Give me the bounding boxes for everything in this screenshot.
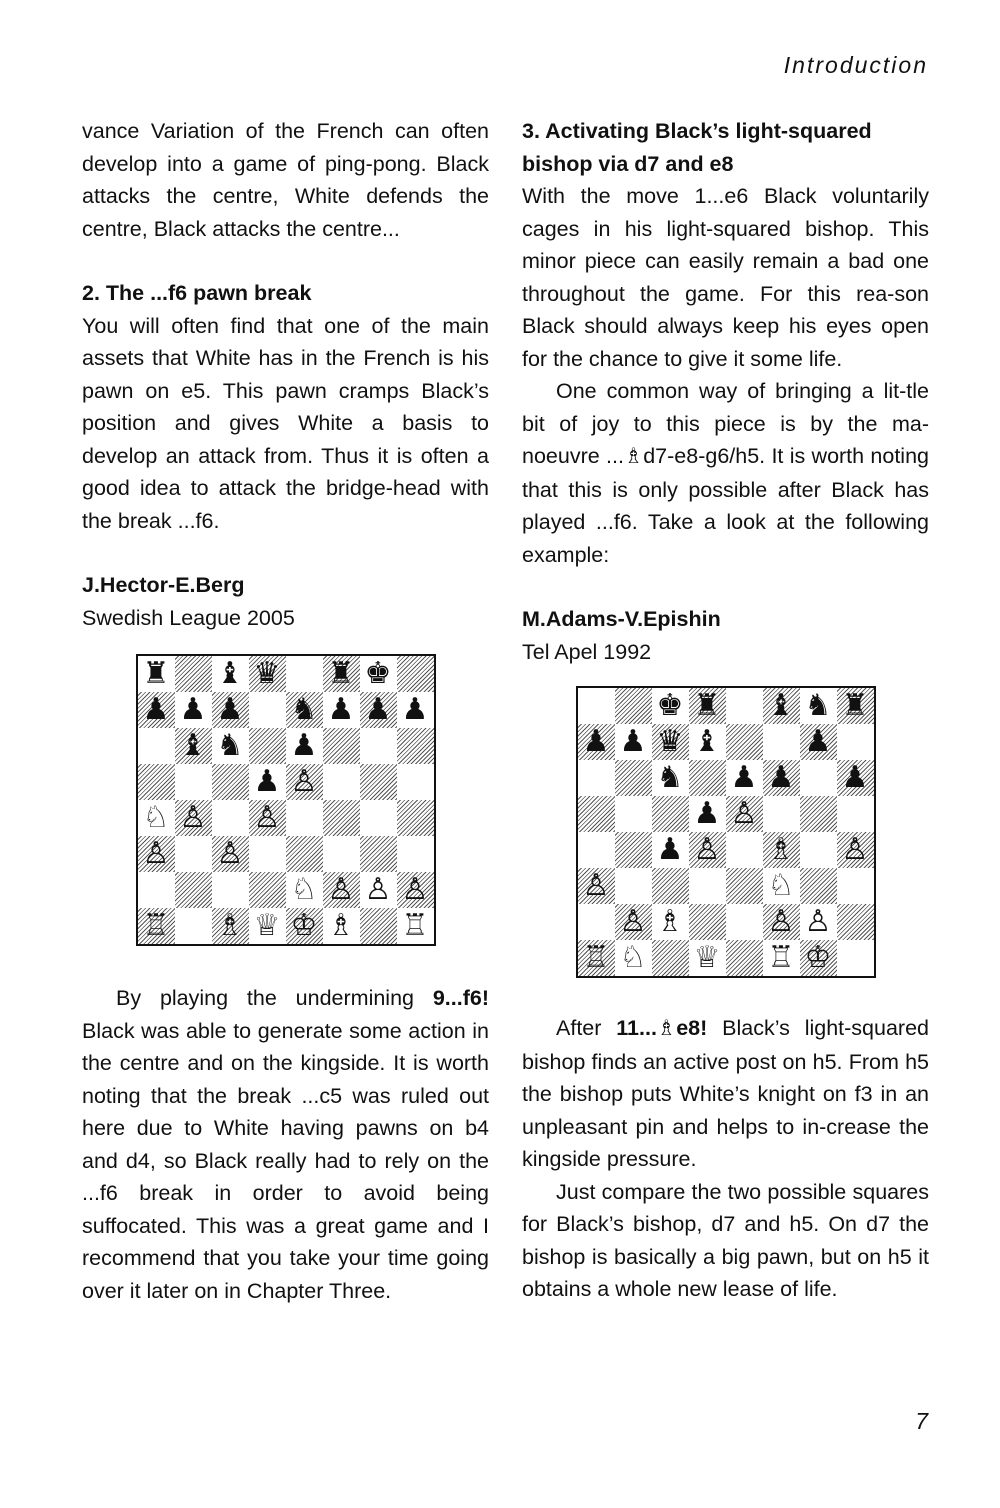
board-square	[138, 908, 175, 944]
white-knight-icon: ♘	[142, 800, 170, 835]
white-bishop-icon: ♗	[216, 908, 244, 943]
black-pawn-icon: ♟	[693, 796, 721, 831]
board-square	[323, 836, 360, 872]
board-square	[652, 760, 689, 796]
game-event: Tel Apel 1992	[522, 639, 652, 664]
board-square	[615, 796, 652, 832]
white-pawn-icon: ♙	[401, 872, 429, 907]
board-square	[286, 728, 323, 764]
board-square	[837, 796, 874, 832]
board-square	[837, 724, 874, 760]
black-knight-icon: ♞	[656, 760, 684, 795]
board-square	[175, 836, 212, 872]
white-pawn-icon: ♙	[179, 800, 207, 835]
white-pawn-icon: ♙	[841, 832, 869, 867]
board-square	[323, 872, 360, 908]
black-pawn-icon: ♟	[582, 724, 610, 759]
white-pawn-icon: ♙	[216, 836, 244, 871]
bishop-figurine-icon: ♗	[623, 444, 644, 469]
black-pawn-icon: ♟	[841, 760, 869, 795]
black-rook-icon: ♜	[327, 656, 355, 691]
bishop-figurine-icon: ♗	[656, 1016, 677, 1041]
board-square	[726, 796, 763, 832]
black-bishop-icon: ♝	[693, 724, 721, 759]
board-square	[837, 904, 874, 940]
board-square	[652, 904, 689, 940]
white-pawn-icon: ♙	[582, 868, 610, 903]
board-square	[212, 656, 249, 692]
black-pawn-icon: ♟	[804, 724, 832, 759]
running-header: Introduction	[783, 52, 928, 78]
board-square	[138, 656, 175, 692]
board-square	[175, 872, 212, 908]
board-square	[249, 836, 286, 872]
board-square	[689, 688, 726, 724]
board-square	[689, 940, 726, 976]
right-column	[522, 115, 929, 1306]
black-pawn-icon: ♟	[364, 692, 392, 727]
white-queen-icon: ♕	[693, 940, 721, 975]
board-square	[689, 832, 726, 868]
board-square	[138, 764, 175, 800]
board-square	[397, 908, 434, 944]
white-pawn-icon: ♙	[290, 764, 318, 799]
board-square	[800, 940, 837, 976]
board-square	[652, 724, 689, 760]
board-square	[578, 688, 615, 724]
board-square	[249, 764, 286, 800]
black-queen-icon: ♛	[656, 724, 684, 759]
board-square	[249, 908, 286, 944]
board-square	[138, 800, 175, 836]
board-square	[175, 728, 212, 764]
board-square	[800, 688, 837, 724]
white-king-icon: ♔	[290, 908, 318, 943]
board-square	[837, 832, 874, 868]
board-square	[652, 688, 689, 724]
board-square	[360, 836, 397, 872]
white-pawn-icon: ♙	[767, 904, 795, 939]
board-square	[578, 724, 615, 760]
board-square	[726, 724, 763, 760]
white-pawn-icon: ♙	[142, 836, 170, 871]
board-square	[249, 728, 286, 764]
board-square	[800, 904, 837, 940]
move-notation: 11...♗e8!	[616, 1016, 708, 1041]
board-square	[175, 800, 212, 836]
black-queen-icon: ♛	[253, 656, 281, 691]
black-pawn-icon: ♟	[290, 728, 318, 763]
white-pawn-icon: ♙	[730, 796, 758, 831]
white-knight-icon: ♘	[290, 872, 318, 907]
board-square	[397, 800, 434, 836]
white-bishop-icon: ♗	[327, 908, 355, 943]
board-square	[397, 656, 434, 692]
board-square	[578, 832, 615, 868]
paragraph: Just compare the two possible squares for Black’s bishop, d7 and h5. On d7 the bishop is basically a big pawn, but on h5 it obtains a whole new lease of life.	[522, 1179, 929, 1301]
board-square	[763, 940, 800, 976]
board-square	[615, 868, 652, 904]
board-square	[286, 656, 323, 692]
board-square	[689, 760, 726, 796]
board-square	[615, 760, 652, 796]
board-square	[323, 728, 360, 764]
board-square	[212, 908, 249, 944]
board-square	[360, 908, 397, 944]
board-square	[615, 832, 652, 868]
black-knight-icon: ♞	[804, 688, 832, 723]
board-square	[397, 872, 434, 908]
paragraph: One common way of bringing a lit-tle bit of joy to this piece is by the ma-noeuvre ...♗d7-e8-g6/h5. It is worth noting that this is only possible after Black has played ...f6. Take a look at the following example:	[522, 379, 930, 567]
white-rook-icon: ♖	[767, 940, 795, 975]
board-square	[212, 872, 249, 908]
board-square	[138, 692, 175, 728]
board-square	[360, 800, 397, 836]
board-square	[249, 692, 286, 728]
board-square	[578, 760, 615, 796]
board-square	[763, 688, 800, 724]
board-square	[726, 868, 763, 904]
board-square	[249, 800, 286, 836]
black-bishop-icon: ♝	[179, 728, 207, 763]
white-queen-icon: ♕	[253, 908, 281, 943]
board-square	[286, 908, 323, 944]
board-square	[800, 868, 837, 904]
black-pawn-icon: ♟	[656, 832, 684, 867]
board-square	[615, 940, 652, 976]
board-square	[689, 796, 726, 832]
board-square	[212, 800, 249, 836]
section-heading: 2. The ...f6 pawn break	[82, 281, 312, 305]
move-notation: 9...f6!	[432, 986, 489, 1010]
black-pawn-icon: ♟	[327, 692, 355, 727]
board-square	[578, 796, 615, 832]
board-square	[615, 904, 652, 940]
white-rook-icon: ♖	[582, 940, 610, 975]
game-players: J.Hector-E.Berg	[82, 573, 245, 597]
black-pawn-icon: ♟	[142, 692, 170, 727]
board-square	[763, 724, 800, 760]
board-square	[689, 868, 726, 904]
black-knight-icon: ♞	[290, 692, 318, 727]
black-king-icon: ♚	[364, 656, 392, 691]
board-square	[652, 796, 689, 832]
black-king-icon: ♚	[656, 688, 684, 723]
white-knight-icon: ♘	[619, 940, 647, 975]
board-square	[360, 692, 397, 728]
board-square	[763, 904, 800, 940]
paragraph: vance Variation of the French can often develop into a game of ping-pong. Black attacks the centre, White defends the centre, Black attacks the centre...	[82, 119, 489, 241]
board-square	[726, 904, 763, 940]
board-square	[138, 872, 175, 908]
paragraph: After 11...♗e8! Black’s light-squared bishop finds an active post on h5. From h5 the bishop puts White’s knight on f3 in an unpleasant pin and helps to in-crease the kingside pressure.	[522, 1016, 929, 1171]
black-pawn-icon: ♟	[216, 692, 244, 727]
board-square	[578, 940, 615, 976]
board-square	[212, 728, 249, 764]
white-pawn-icon: ♙	[693, 832, 721, 867]
board-square	[726, 760, 763, 796]
board-square	[360, 656, 397, 692]
white-bishop-icon: ♗	[656, 904, 684, 939]
board-square	[286, 872, 323, 908]
black-bishop-icon: ♝	[216, 656, 244, 691]
board-square	[689, 904, 726, 940]
board-square	[578, 868, 615, 904]
board-square	[175, 656, 212, 692]
black-knight-icon: ♞	[216, 728, 244, 763]
chess-diagram	[136, 654, 436, 946]
white-pawn-icon: ♙	[804, 904, 832, 939]
board-square	[212, 836, 249, 872]
board-square	[175, 692, 212, 728]
white-pawn-icon: ♙	[253, 800, 281, 835]
black-pawn-icon: ♟	[767, 760, 795, 795]
board-square	[286, 692, 323, 728]
board-square	[175, 764, 212, 800]
page-number: 7	[915, 1408, 928, 1434]
board-square	[212, 692, 249, 728]
game-event: Swedish League 2005	[82, 605, 295, 630]
board-square	[138, 728, 175, 764]
board-square	[249, 872, 286, 908]
white-king-icon: ♔	[804, 940, 832, 975]
board-square	[800, 724, 837, 760]
board-square	[763, 760, 800, 796]
left-column	[82, 115, 489, 1307]
paragraph: You will often find that one of the main assets that White has in the French is his pawn on e5. This pawn cramps Black’s position and gives White a basis to develop an attack from. Thus it is often a good idea to attack the bridge-head with the break ...f6.	[82, 313, 489, 533]
board-square	[615, 688, 652, 724]
board-square	[323, 656, 360, 692]
board-square	[652, 832, 689, 868]
board-square	[323, 692, 360, 728]
black-pawn-icon: ♟	[253, 764, 281, 799]
black-pawn-icon: ♟	[730, 760, 758, 795]
board-square	[397, 764, 434, 800]
white-rook-icon: ♖	[401, 908, 429, 943]
white-rook-icon: ♖	[142, 908, 170, 943]
paragraph: By playing the undermining 9...f6! Black was able to generate some action in the centre and on the kingside. It is worth noting that the break ...c5 was ruled out here due to White having pawns on b4 and d4, so Black really had to rely on the ...f6 break in order to avoid being suffocated. This was a great game and I recommend that you take your time going over it later on in Chapter Three.	[82, 986, 489, 1303]
black-bishop-icon: ♝	[767, 688, 795, 723]
black-rook-icon: ♜	[841, 688, 869, 723]
board-square	[360, 728, 397, 764]
board-square	[212, 764, 249, 800]
board-square	[837, 688, 874, 724]
board-square	[689, 724, 726, 760]
board-square	[578, 904, 615, 940]
board-square	[763, 796, 800, 832]
board-square	[397, 692, 434, 728]
board-square	[397, 836, 434, 872]
board-square	[397, 728, 434, 764]
white-pawn-icon: ♙	[619, 904, 647, 939]
board-square	[652, 868, 689, 904]
board-square	[800, 796, 837, 832]
black-pawn-icon: ♟	[179, 692, 207, 727]
board-square	[726, 832, 763, 868]
game-caption	[522, 603, 929, 668]
black-rook-icon: ♜	[142, 656, 170, 691]
white-pawn-icon: ♙	[364, 872, 392, 907]
chess-diagram	[576, 686, 876, 978]
board-square	[286, 764, 323, 800]
black-pawn-icon: ♟	[619, 724, 647, 759]
board-square	[360, 764, 397, 800]
board-square	[175, 908, 212, 944]
board-square	[323, 800, 360, 836]
section-heading: 3. Activating Black’s light-squared bishop via d7 and e8	[522, 119, 872, 176]
board-square	[286, 800, 323, 836]
white-bishop-icon: ♗	[767, 832, 795, 867]
board-square	[726, 688, 763, 724]
board-square	[837, 940, 874, 976]
board-square	[138, 836, 175, 872]
board-square	[763, 868, 800, 904]
board-square	[800, 760, 837, 796]
black-pawn-icon: ♟	[401, 692, 429, 727]
board-square	[286, 836, 323, 872]
white-pawn-icon: ♙	[327, 872, 355, 907]
board-square	[615, 724, 652, 760]
board-square	[323, 908, 360, 944]
white-knight-icon: ♘	[767, 868, 795, 903]
board-square	[249, 656, 286, 692]
board-square	[652, 940, 689, 976]
paragraph: With the move 1...e6 Black voluntarily cages in his light-squared bishop. This minor piece can easily remain a bad one throughout the game. For this rea-son Black should always keep his eyes open for the chance to give it some life.	[522, 184, 929, 371]
game-players: M.Adams-V.Epishin	[522, 607, 721, 631]
board-square	[323, 764, 360, 800]
black-rook-icon: ♜	[693, 688, 721, 723]
board-square	[837, 760, 874, 796]
game-caption	[82, 569, 489, 634]
board-square	[763, 832, 800, 868]
board-square	[360, 872, 397, 908]
board-square	[837, 868, 874, 904]
board-square	[800, 832, 837, 868]
board-square	[726, 940, 763, 976]
